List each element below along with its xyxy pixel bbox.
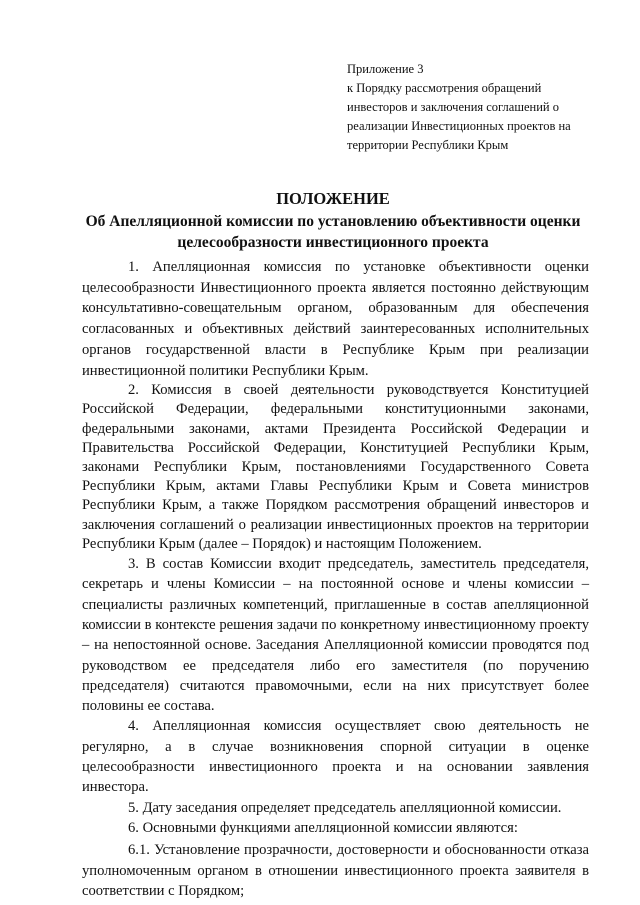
appendix-line: реализации Инвестиционных проектов на — [347, 119, 571, 133]
document-title: ПОЛОЖЕНИЕ — [276, 189, 390, 208]
document-body — [82, 257, 589, 902]
appendix-line: Приложение 3 — [347, 62, 424, 76]
paragraph-4: 4. Апелляционная комиссия осуществляет свою деятельность не регулярно, а в случае возникновения спорной ситуации в оценке целесообразности инвестиционного проекта и на основании заявления инвестора. — [82, 718, 589, 796]
appendix-line: инвесторов и заключения соглашений о — [347, 100, 559, 114]
paragraph-2: 2. Комиссия в своей деятельности руководствуется Конституцией Российской Федерации, федеральными конституционными законами, федеральными законами, актами Президента Российской Федерации и Правительства Российской Федерации, Конституцией Республики Крым, законами Республики Крым, постановлениями Государственного Совета Республики Крым, актами Главы Республики Крым и Совета министров Республики Крым, а также Порядком рассмотрения обращений инвесторов и заключения соглашений о реализации инвестиционных проектов на территории Республики Крым (далее – Порядок) и настоящим Положением. — [82, 382, 589, 552]
paragraph-6-1: 6.1. Установление прозрачности, достоверности и обоснованности отказа уполномоченным органом в отношении инвестиционного проекта заявителя в соответствии с Порядком; — [82, 842, 589, 900]
document-heading — [70, 188, 596, 253]
document-subtitle: Об Апелляционной комиссии по установлению объективности оценки целесообразности инвестиционного проекта — [85, 213, 581, 251]
appendix-line: к Порядку рассмотрения обращений — [347, 81, 542, 95]
paragraph-5: 5. Дату заседания определяет председатель апелляционной комиссии. — [128, 799, 562, 816]
paragraph-3: 3. В состав Комиссии входит председатель, заместитель председателя, секретарь и члены Комиссии – на постоянной основе и члены комиссии – специалисты различных компетенций, приглашенные в состав апелляционной комиссии в контексте решения задачи по конкретному инвестиционному проекту – на непостоянной основе. Заседания Апелляционной комиссии проводятся под руководством ее председателя либо его заместителя (по поручению председателя) считаются правомочными, если на них присутствует более половины ее состава. — [82, 556, 589, 715]
appendix-note — [347, 60, 595, 155]
paragraph-6: 6. Основными функциями апелляционной комиссии являются: — [128, 820, 518, 837]
appendix-line: территории Республики Крым — [347, 138, 509, 152]
paragraph-1: 1. Апелляционная комиссия по установке объективности оценки целесообразности Инвестиционного проекта является постоянно действующим консультативно-совещательным органом, образованным для обеспечения согласованных и объективных действий заинтересованных исполнительных органов государственной власти в Республике Крым при реализации инвестиционной политики Республики Крым. — [82, 259, 589, 379]
